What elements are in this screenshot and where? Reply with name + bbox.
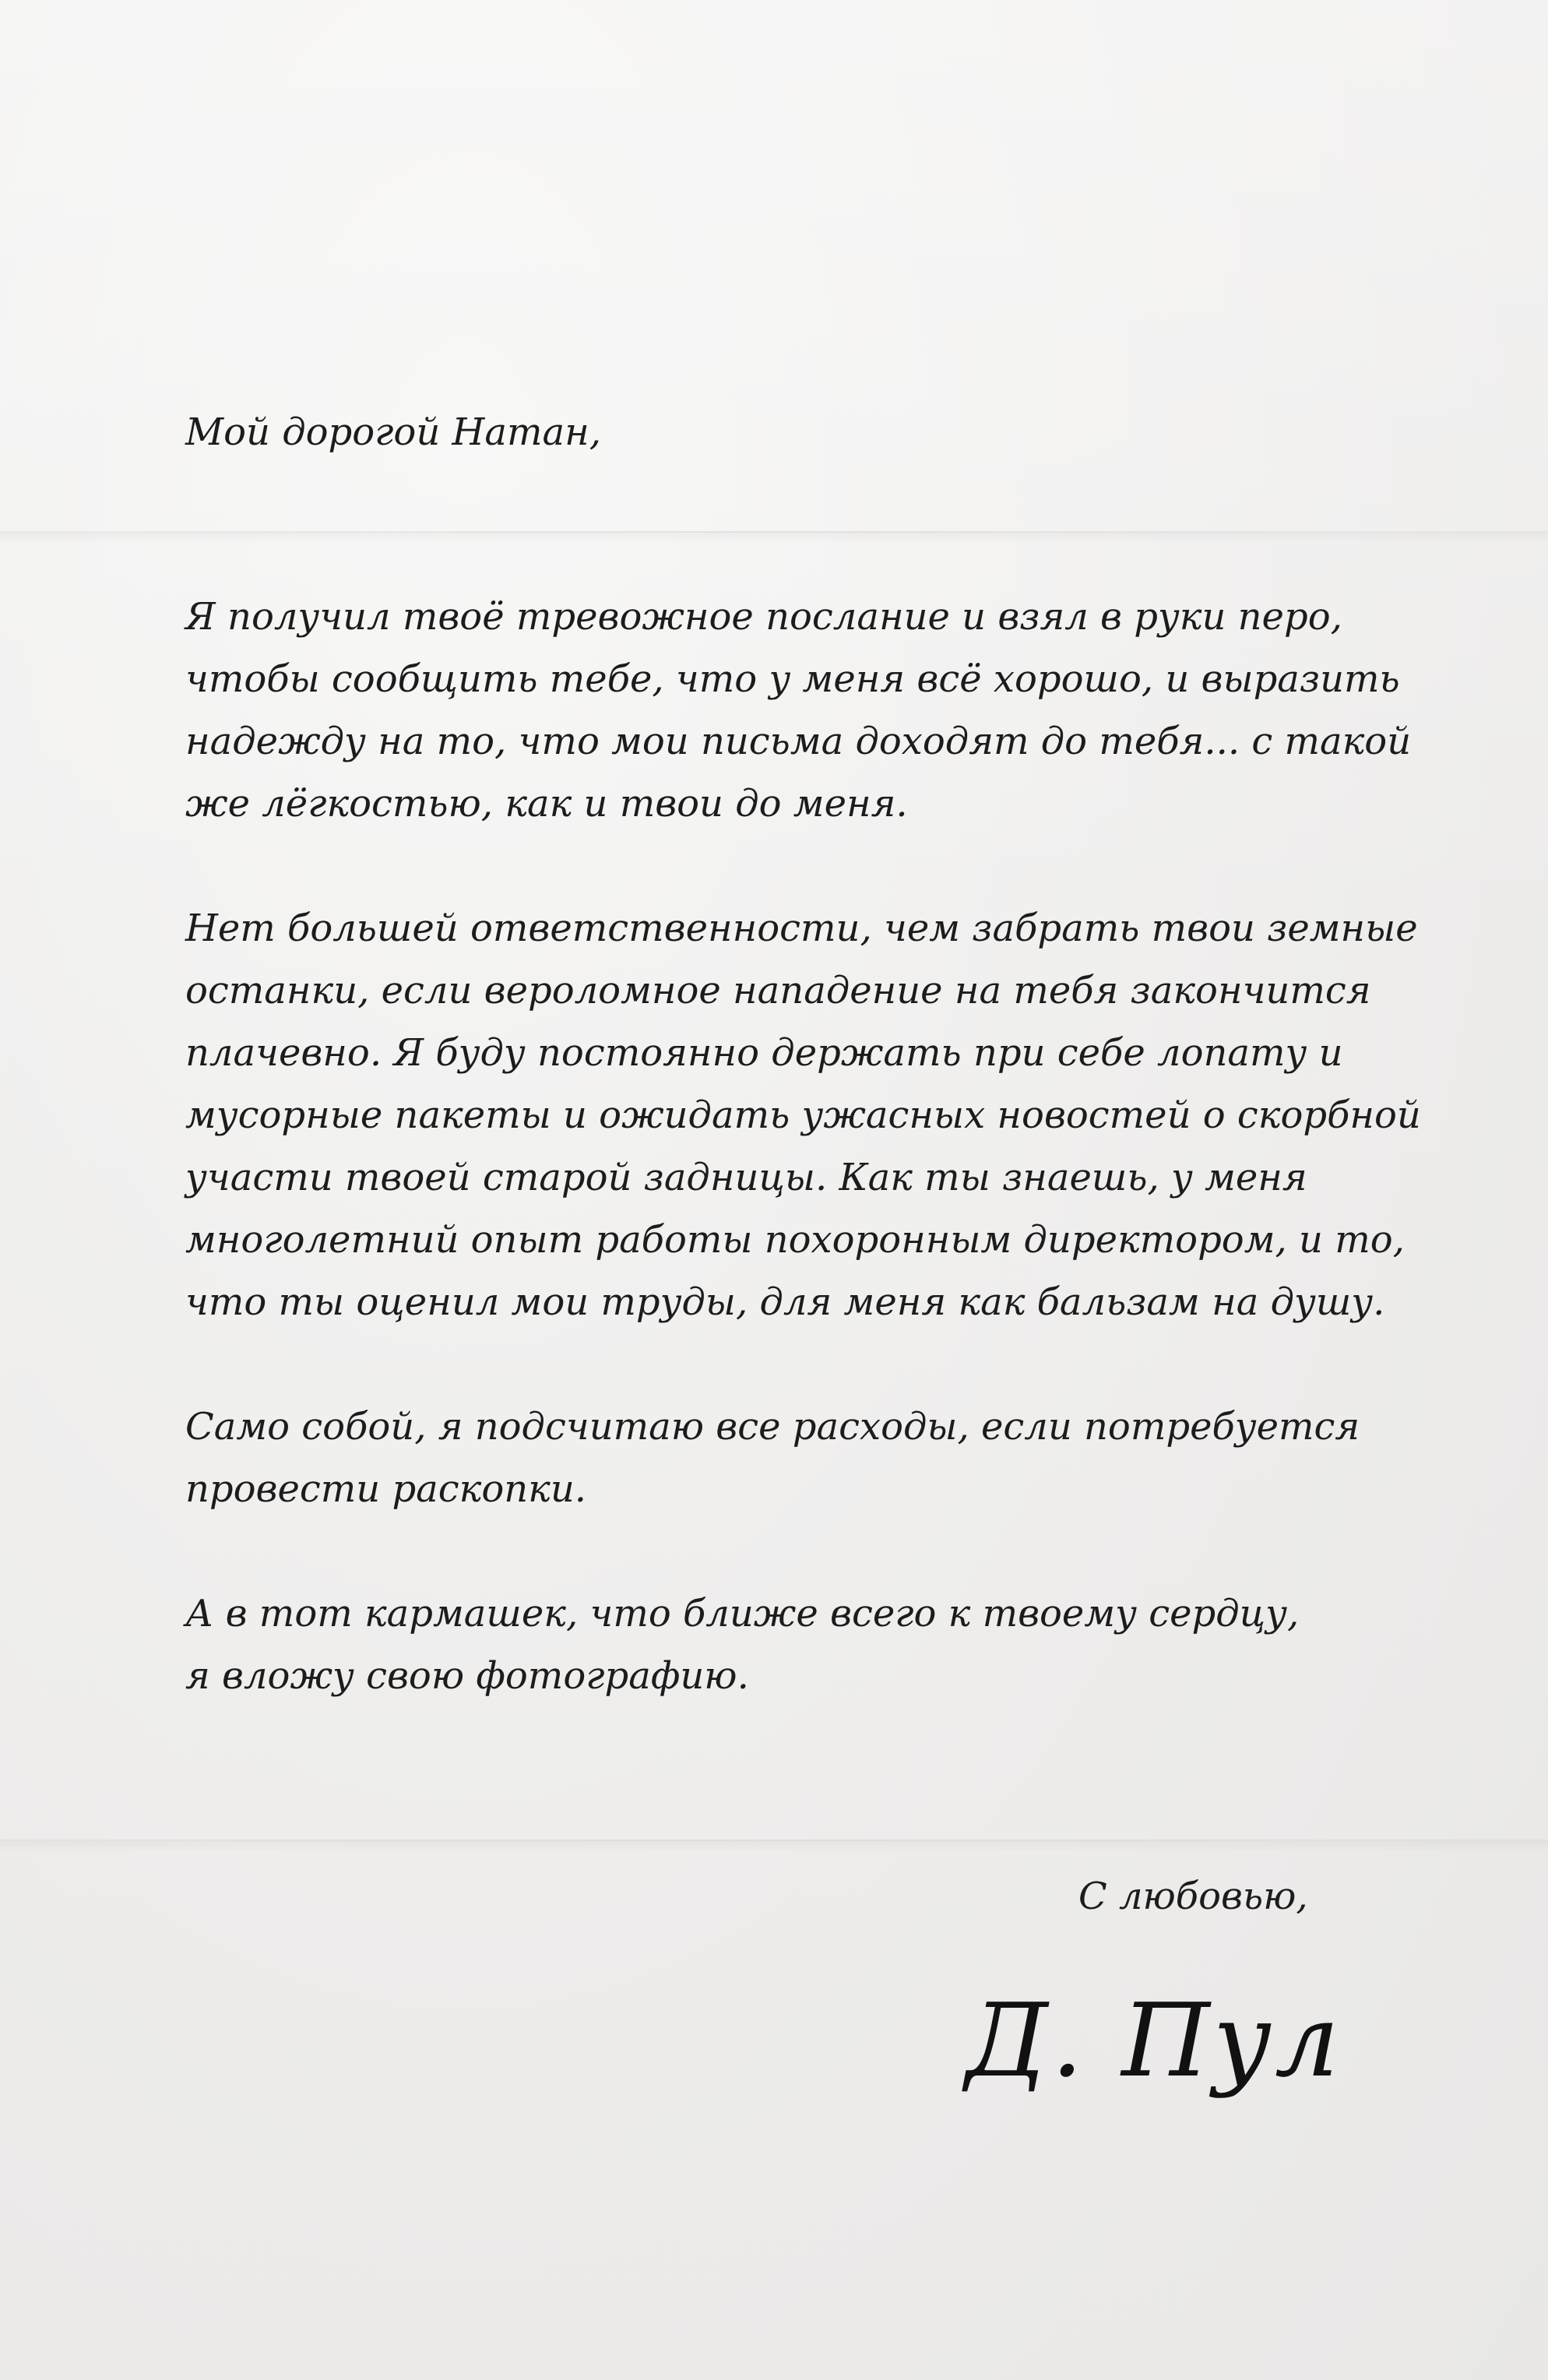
text-line: провести раскопки. xyxy=(185,1467,586,1511)
text-line: А в тот кармашек, что ближе всего к твоему сердцу, xyxy=(185,1592,1300,1635)
text-line: что ты оценил мои труды, для меня как бальзам на душу. xyxy=(185,1280,1385,1324)
paragraph-1 xyxy=(185,586,1412,835)
text-line: Нет большей ответственности, чем забрать твои земные xyxy=(185,907,1418,950)
paragraph-3 xyxy=(185,1396,1400,1520)
text-line: плачевно. Я буду постоянно держать при себе лопату и xyxy=(185,1031,1343,1075)
text-line: я вложу свою фотографию. xyxy=(185,1654,749,1698)
text-line: многолетний опыт работы похоронным директором, и то, xyxy=(185,1218,1405,1262)
paper-fold-shadow xyxy=(0,1841,1548,1852)
text-line: же лёгкостью, как и твои до меня. xyxy=(185,782,908,826)
text-line: надежду на то, что мои письма доходят до тебя... с такой xyxy=(185,720,1412,763)
signature: Д. Пул xyxy=(966,1981,1342,2100)
text-line: мусорные пакеты и ожидать ужасных новостей о скорбной xyxy=(185,1093,1421,1137)
text-line: Само собой, я подсчитаю все расходы, если потребуется xyxy=(185,1405,1360,1449)
text-line: участи твоей старой задницы. Как ты знаешь, у меня xyxy=(185,1156,1307,1199)
paragraph-4 xyxy=(185,1583,1400,1707)
paper-fold-shadow xyxy=(0,533,1548,544)
text-line: чтобы сообщить тебе, что у меня всё хорошо, и выразить xyxy=(185,657,1400,701)
text-line: останки, если вероломное нападение на тебя закончится xyxy=(185,969,1371,1012)
closing-line: С любовью, xyxy=(1078,1875,1308,1918)
text-line: Я получил твоё тревожное послание и взял в руки перо, xyxy=(185,595,1342,639)
paragraph-2 xyxy=(185,897,1421,1333)
salutation: Мой дорогой Натан, xyxy=(185,410,601,454)
